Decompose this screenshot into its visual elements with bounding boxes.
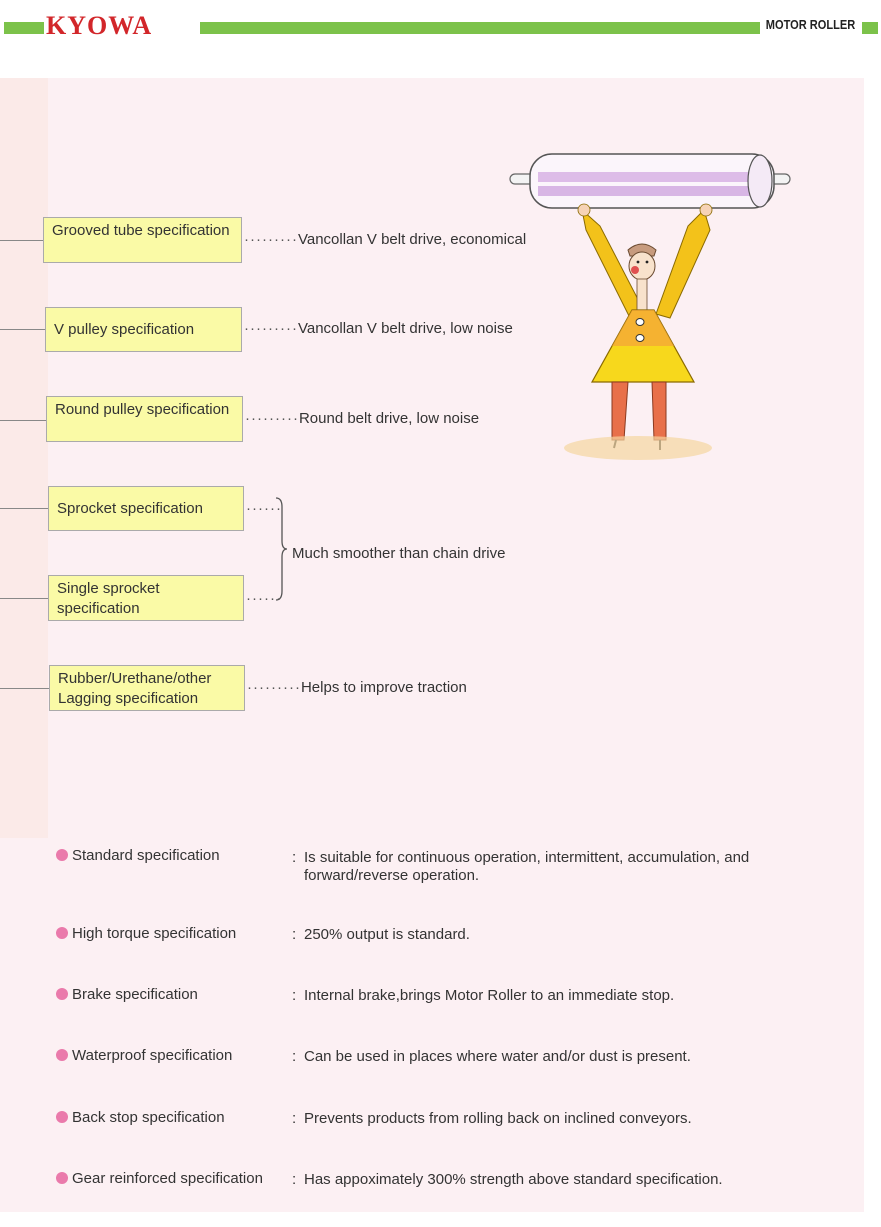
connector-line bbox=[0, 240, 43, 241]
connector-line bbox=[0, 598, 48, 599]
bullet-dot-icon bbox=[56, 1049, 68, 1061]
feature-desc-gear-reinforced: : Has appoximately 300% strength above standard specification. bbox=[292, 1171, 723, 1188]
spec-description: ·········Round belt drive, low noise bbox=[245, 410, 480, 427]
page-header bbox=[0, 0, 881, 48]
brace-icon bbox=[274, 497, 288, 601]
spec-box-grooved-tube bbox=[43, 217, 242, 263]
spec-description: ·········Helps to improve traction bbox=[247, 679, 467, 696]
bullet-dot-icon bbox=[56, 927, 68, 939]
section-title: MOTOR ROLLER bbox=[765, 17, 855, 32]
feature-brake: Brake specification bbox=[56, 986, 198, 1003]
header-bar-middle bbox=[200, 22, 760, 34]
figure-lifting-roller-icon bbox=[504, 146, 804, 466]
connector-line bbox=[0, 329, 45, 330]
header-bar-right bbox=[862, 22, 878, 34]
bullet-dot-icon bbox=[56, 1111, 68, 1123]
spec-dots: ······ bbox=[246, 500, 282, 517]
spec-box-v-pulley bbox=[45, 307, 242, 352]
spec-box-label: Round pulley specification bbox=[55, 401, 230, 418]
content-panel-left-strip bbox=[0, 78, 48, 838]
spec-dots: ······ bbox=[246, 590, 282, 607]
bullet-dot-icon bbox=[56, 988, 68, 1000]
feature-back-stop: Back stop specification bbox=[56, 1109, 225, 1126]
spec-box-label: Single sprocket specification bbox=[57, 580, 160, 617]
feature-standard: Standard specification bbox=[56, 847, 220, 864]
spec-box-label: Rubber/Urethane/other Lagging specification bbox=[58, 670, 212, 707]
spec-description: ·········Vancollan V belt drive, low noise bbox=[244, 320, 513, 337]
feature-desc-brake: : Internal brake,brings Motor Roller to an immediate stop. bbox=[292, 987, 675, 1004]
spec-box-label: V pulley specification bbox=[54, 321, 195, 338]
spec-box-sprocket bbox=[48, 486, 244, 531]
connector-line bbox=[0, 688, 49, 689]
bullet-dot-icon bbox=[56, 1172, 68, 1184]
kyowa-logo: KYOWA bbox=[46, 11, 153, 40]
feature-desc-waterproof: : Can be used in places where water and/or dust is present. bbox=[292, 1048, 691, 1065]
spec-description: ·········Vancollan V belt drive, economical bbox=[244, 231, 527, 248]
feature-gear-reinforced: Gear reinforced specification bbox=[56, 1170, 263, 1187]
spec-box-lagging bbox=[49, 665, 245, 711]
spec-box-round-pulley bbox=[46, 396, 243, 442]
feature-waterproof: Waterproof specification bbox=[56, 1047, 232, 1064]
connector-line bbox=[0, 420, 46, 421]
sprocket-group-description: Much smoother than chain drive bbox=[292, 545, 506, 562]
spec-box-label: Sprocket specification bbox=[57, 500, 203, 517]
bullet-dot-icon bbox=[56, 849, 68, 861]
header-bar-left bbox=[4, 22, 44, 34]
feature-desc-back-stop: : Prevents products from rolling back on inclined conveyors. bbox=[292, 1110, 692, 1127]
spec-box-label: Grooved tube specification bbox=[52, 222, 230, 239]
connector-line bbox=[0, 508, 48, 509]
feature-desc-standard: : Is suitable for continuous operation, intermittent, accumulation, and forward/reverse operation. bbox=[292, 849, 750, 884]
spec-box-single-sprocket bbox=[48, 575, 244, 621]
feature-high-torque: High torque specification bbox=[56, 925, 236, 942]
feature-desc-high-torque: : 250% output is standard. bbox=[292, 926, 470, 943]
